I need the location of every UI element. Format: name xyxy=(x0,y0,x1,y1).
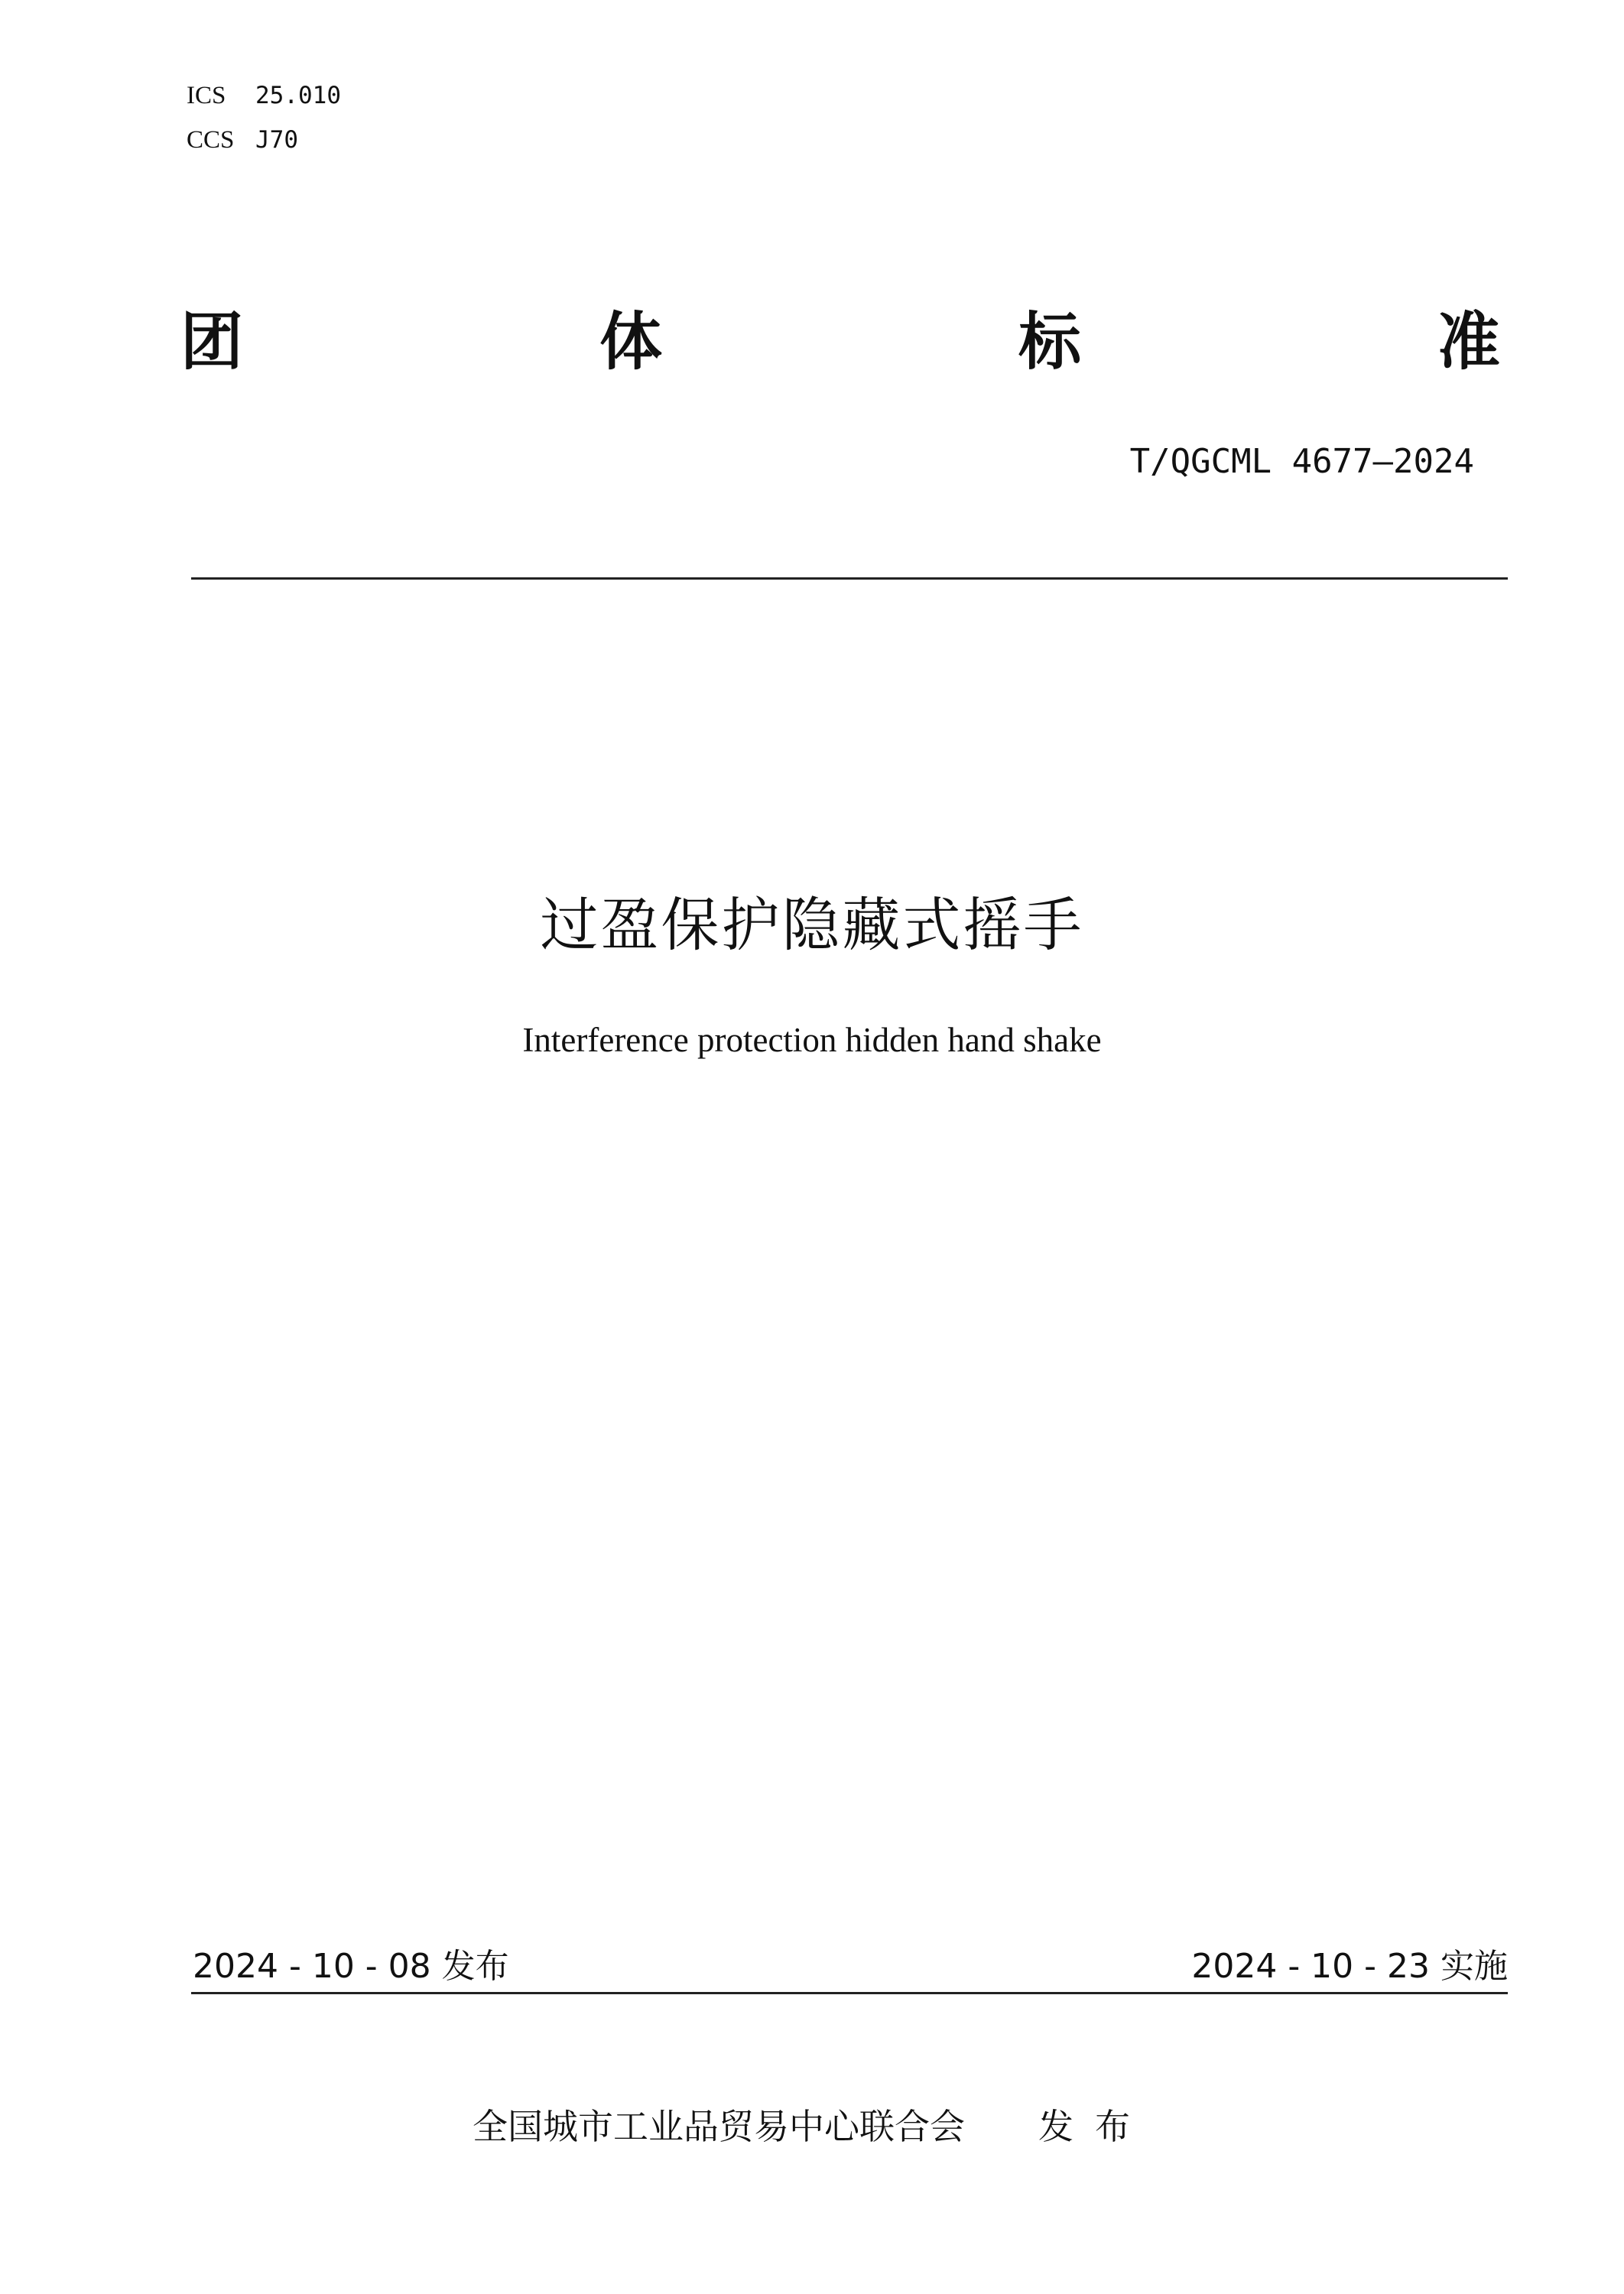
publisher-line xyxy=(0,2099,1624,2149)
ics-value: 25.010 xyxy=(255,82,341,109)
doc-type-char-3: 标 xyxy=(1018,306,1081,379)
issue-date: 2024 - 10 - 08 发布 xyxy=(193,1947,509,1986)
ics-row xyxy=(187,73,341,118)
classification-codes xyxy=(187,73,341,162)
doc-type-char-1: 团 xyxy=(180,306,244,379)
standard-number: T/QGCML 4677—2024 xyxy=(1129,442,1474,481)
doc-type-char-2: 体 xyxy=(599,306,662,379)
ccs-label: CCS xyxy=(187,126,235,154)
title-english: Interference protection hidden hand shake xyxy=(522,1021,1102,1059)
ccs-row xyxy=(187,118,341,162)
ics-label: ICS xyxy=(187,82,226,109)
header-divider xyxy=(191,577,1508,580)
ccs-value: J70 xyxy=(255,126,298,154)
document-type-heading xyxy=(180,304,1500,381)
title-chinese: 过盈保护隐藏式摇手 xyxy=(540,891,1084,959)
publisher-organization: 全国城市工业品贸易中心联合会 xyxy=(473,2106,965,2147)
publish-action: 发布 xyxy=(1038,2106,1151,2147)
doc-type-char-4: 准 xyxy=(1437,306,1500,379)
implementation-date: 2024 - 10 - 23 实施 xyxy=(1191,1947,1508,1986)
footer-divider xyxy=(191,1992,1508,1994)
